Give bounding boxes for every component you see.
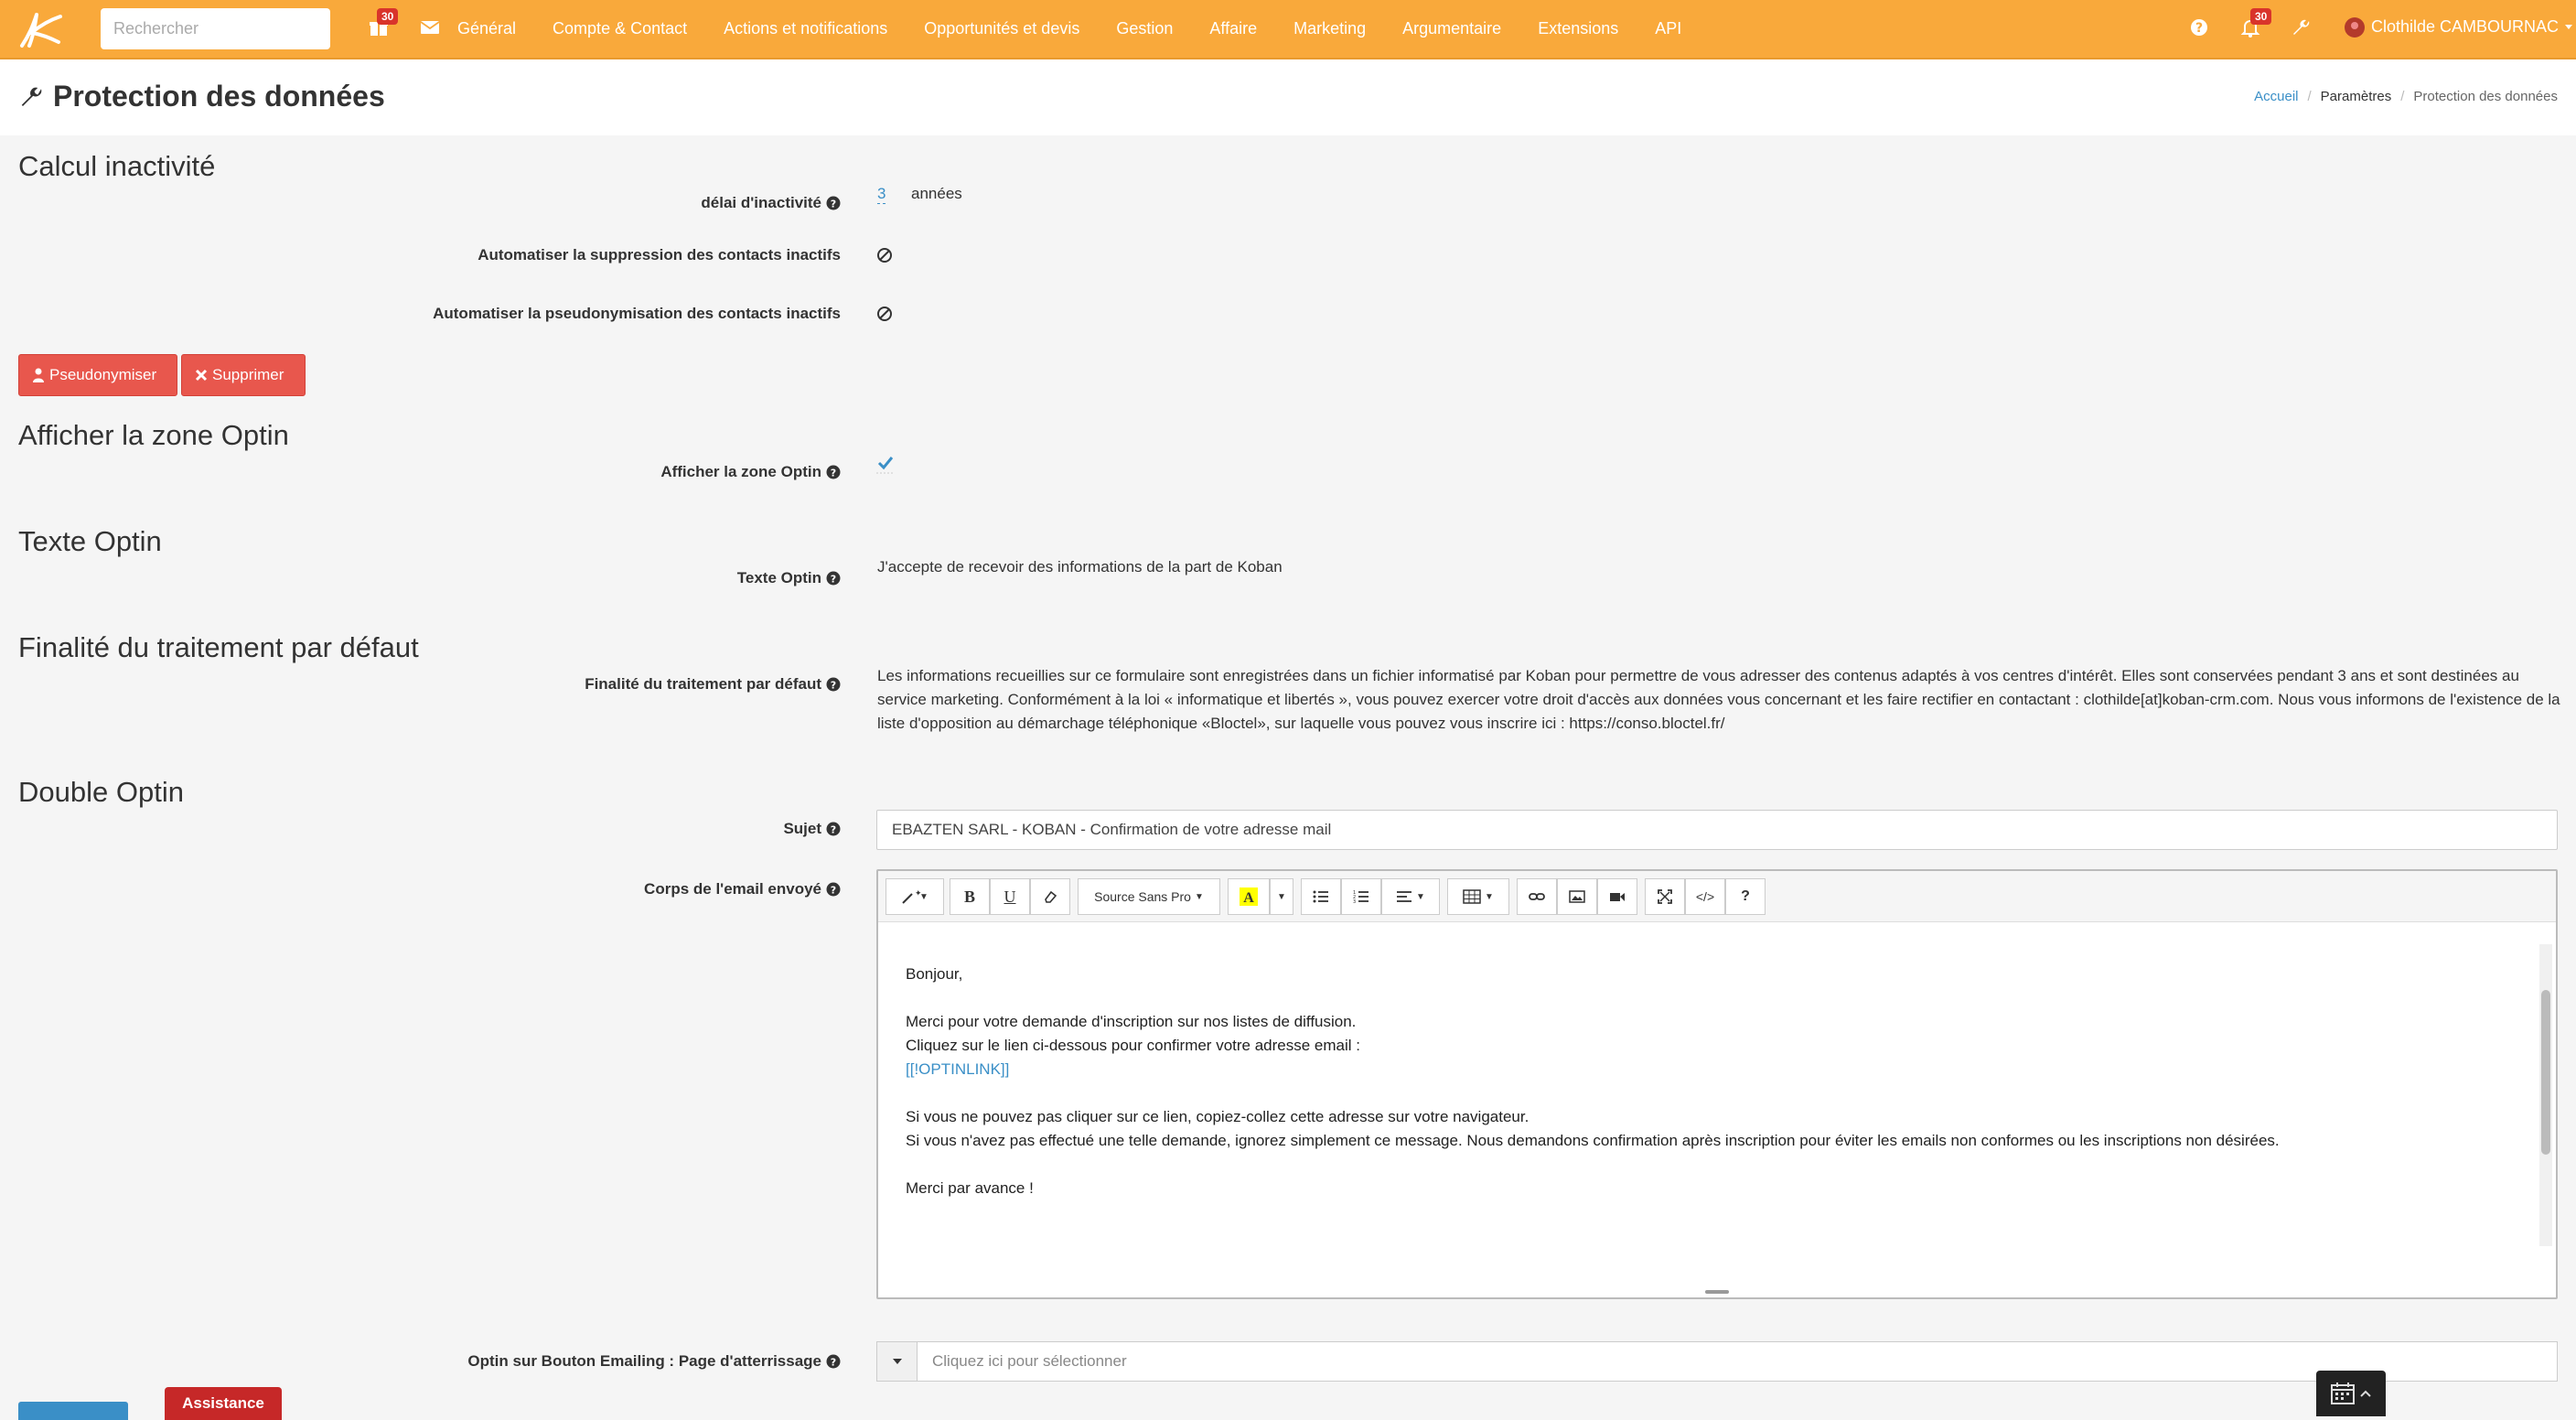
text-color-dropdown[interactable]: ▼: [1270, 878, 1293, 915]
breadcrumb-current: Protection des données: [2413, 89, 2558, 104]
help-icon[interactable]: [826, 196, 841, 210]
list-ol-icon: [1353, 889, 1369, 904]
email-body-label: Corps de l'email envoyé ?: [644, 880, 841, 898]
chevron-down-icon: [2563, 21, 2574, 32]
section-title-optin-text: Texte Optin: [18, 525, 162, 557]
page-title: Protection des données: [18, 80, 385, 113]
delay-unit: années: [911, 185, 962, 202]
section-title-double-optin: Double Optin: [18, 776, 184, 808]
search-box[interactable]: [101, 8, 330, 49]
video-icon: [1609, 891, 1626, 902]
search-input[interactable]: [113, 19, 326, 38]
editor-resize-handle[interactable]: [1705, 1290, 1729, 1294]
chevron-up-icon: [2360, 1390, 2371, 1397]
insert-image-button[interactable]: [1557, 878, 1597, 915]
svg-text:1: 1: [1353, 890, 1357, 896]
svg-text:✦: ✦: [915, 889, 922, 898]
svg-text:?: ?: [830, 884, 837, 897]
table-icon: [1463, 889, 1481, 904]
bell-badge: 30: [2250, 8, 2271, 25]
help-icon[interactable]: [826, 465, 841, 479]
magic-wand-icon: [901, 888, 922, 905]
wrench-icon[interactable]: [2291, 16, 2313, 38]
breadcrumb-parametres[interactable]: Paramètres: [2320, 89, 2392, 104]
unordered-list-button[interactable]: [1301, 878, 1341, 915]
delay-label: délai d'inactivité ?: [701, 194, 841, 212]
main-menu: [457, 0, 1718, 57]
top-navbar: [0, 0, 2576, 59]
select-caret[interactable]: [877, 1342, 918, 1381]
insert-link-button[interactable]: [1517, 878, 1557, 915]
editor-content[interactable]: Bonjour, Merci pour votre demande d'inscription sur nos listes de diffusion. Cliquez sur le lien ci-dessous pour confirmer votre adresse email : [[!OPTINLINK]] Si vous ne pouvez pas cliquer sur ce lien, copiez-collez cette adresse sur votre navigateur. Si vous n'avez pas effectué une telle demande, ignorez simplement ce message. Nous demandons confirmation après inscription pour éviter les emails non conformes ou les inscriptions non désirées. Merci par avance !: [906, 963, 2519, 1200]
optin-text-label: Texte Optin ?: [737, 569, 841, 587]
user-secret-icon: [32, 368, 45, 382]
optin-link[interactable]: [[!OPTINLINK]]: [906, 1060, 1010, 1078]
purpose-label: Finalité du traitement par défaut ?: [585, 675, 841, 694]
svg-text:2: 2: [1353, 895, 1357, 900]
underline-button[interactable]: U: [990, 878, 1030, 915]
menu-marketing[interactable]: Marketing: [1293, 18, 1367, 38]
font-family-dropdown[interactable]: Source Sans Pro ▼: [1078, 878, 1220, 915]
subject-label: Sujet ?: [783, 820, 841, 838]
bold-button[interactable]: B: [950, 878, 990, 915]
help-icon[interactable]: [826, 822, 841, 836]
code-view-button[interactable]: [1685, 878, 1725, 915]
svg-text:A: A: [1243, 890, 1254, 906]
expand-icon: [1658, 889, 1672, 904]
landing-page-select[interactable]: [876, 1341, 2558, 1382]
text-color-button[interactable]: [1228, 878, 1270, 915]
list-ul-icon: [1313, 889, 1329, 904]
subject-input[interactable]: [876, 810, 2558, 850]
avatar[interactable]: [2344, 16, 2366, 38]
menu-actions-notifications[interactable]: Actions et notifications: [724, 18, 888, 38]
section-title-inactivity: Calcul inactivité: [18, 150, 216, 182]
image-icon: [1569, 890, 1585, 903]
help-icon[interactable]: [826, 677, 841, 692]
link-icon: [1529, 891, 1545, 902]
purpose-value[interactable]: Les informations recueillies sur ce formulaire sont enregistrées dans un fichier informatisé par Koban pour permettre de vous adresser des contenus adaptés à vos centres d'intérêt. Elles sont conservées pendant 3 ans et sont destinées au service marketing. Conformément à la loi « informatique et libertés », vous pouvez exercer votre droit d'accès aux données vous concernant et les faire rectifier en contactant : clothilde[at]koban-crm.com. Nous vous informons de l'existence de la liste d'opposition au démarchage téléphonique «Bloctel», sur laquelle vous pouvez vous inscrire ici : https://conso.bloctel.fr/: [877, 667, 2560, 732]
svg-text:?: ?: [830, 679, 837, 692]
auto-delete-label: Automatiser la suppression des contacts inactifs: [478, 246, 841, 264]
help-icon[interactable]: [826, 882, 841, 897]
assistance-button[interactable]: Assistance: [165, 1387, 282, 1420]
editor-scrollbar[interactable]: [2539, 944, 2552, 1246]
table-dropdown[interactable]: ▼: [1447, 878, 1509, 915]
fullscreen-button[interactable]: [1645, 878, 1685, 915]
email-body-editor: [876, 869, 2558, 1299]
disabled-ban-icon[interactable]: [876, 247, 893, 264]
caret-down-icon: [892, 1357, 903, 1366]
svg-text:?: ?: [830, 198, 837, 210]
svg-text:?: ?: [830, 467, 837, 479]
question-icon: ?: [1741, 888, 1750, 904]
eraser-icon: [1043, 889, 1057, 904]
breadcrumb-home[interactable]: Accueil: [2254, 89, 2299, 104]
envelope-icon[interactable]: [419, 16, 441, 38]
delete-button[interactable]: Supprimer: [181, 354, 306, 396]
optin-text-value[interactable]: J'accepte de recevoir des informations de la part de Koban: [877, 558, 1283, 576]
landing-page-label: Optin sur Bouton Emailing : Page d'atterrissage ?: [467, 1352, 841, 1371]
svg-text:3: 3: [1353, 899, 1357, 905]
scrollbar-thumb[interactable]: [2541, 990, 2550, 1155]
ordered-list-button[interactable]: [1341, 878, 1381, 915]
menu-opportunites-devis[interactable]: Opportunités et devis: [924, 18, 1080, 38]
select-placeholder: Cliquez ici pour sélectionner: [932, 1352, 1127, 1370]
menu-compte-contact[interactable]: Compte & Contact: [553, 18, 688, 38]
align-left-icon: [1396, 890, 1412, 903]
calendar-icon: [2331, 1382, 2355, 1404]
page-header: [0, 59, 2576, 135]
delay-value[interactable]: 3: [877, 185, 886, 202]
section-title-optin-zone: Afficher la zone Optin: [18, 419, 289, 451]
menu-api[interactable]: API: [1655, 18, 1682, 38]
checkmark-icon[interactable]: [876, 454, 895, 474]
auto-pseudo-label: Automatiser la pseudonymisation des contacts inactifs: [433, 305, 841, 322]
insert-video-button[interactable]: [1597, 878, 1637, 915]
section-title-purpose: Finalité du traitement par défaut: [18, 631, 419, 663]
koban-logo-icon[interactable]: [16, 9, 64, 49]
font-color-icon: [1240, 888, 1258, 906]
save-button[interactable]: [18, 1402, 128, 1420]
menu-argumentaire[interactable]: Argumentaire: [1402, 18, 1502, 38]
menu-gestion[interactable]: Gestion: [1116, 18, 1174, 38]
svg-text:?: ?: [830, 1356, 837, 1369]
svg-text:?: ?: [830, 823, 837, 836]
editor-toolbar: [878, 871, 2556, 922]
menu-general[interactable]: Général: [457, 18, 517, 38]
close-icon: [195, 369, 208, 382]
help-icon[interactable]: [826, 1354, 841, 1369]
calendar-widget[interactable]: [2316, 1371, 2386, 1416]
svg-text:?: ?: [2195, 21, 2204, 36]
menu-extensions[interactable]: Extensions: [1538, 18, 1619, 38]
breadcrumb: Accueil / Paramètres / Protection des données: [2254, 89, 2558, 104]
pseudonymize-button[interactable]: Pseudonymiser: [18, 354, 177, 396]
menu-affaire[interactable]: Affaire: [1209, 18, 1258, 38]
user-name[interactable]: Clothilde CAMBOURNAC: [2371, 17, 2574, 37]
style-dropdown-button[interactable]: ✦ ▼: [886, 878, 944, 915]
notification-badge: 30: [377, 8, 398, 25]
svg-text:?: ?: [830, 573, 837, 586]
editor-help-button[interactable]: [1725, 878, 1766, 915]
code-icon: </>: [1695, 889, 1715, 904]
help-icon[interactable]: [826, 571, 841, 586]
eraser-button[interactable]: [1030, 878, 1070, 915]
paragraph-align-dropdown[interactable]: ▼: [1381, 878, 1440, 915]
disabled-ban-icon[interactable]: [876, 306, 893, 322]
help-icon[interactable]: [2188, 16, 2210, 38]
wrench-icon: [18, 83, 46, 111]
optin-zone-label: Afficher la zone Optin ?: [660, 463, 841, 481]
